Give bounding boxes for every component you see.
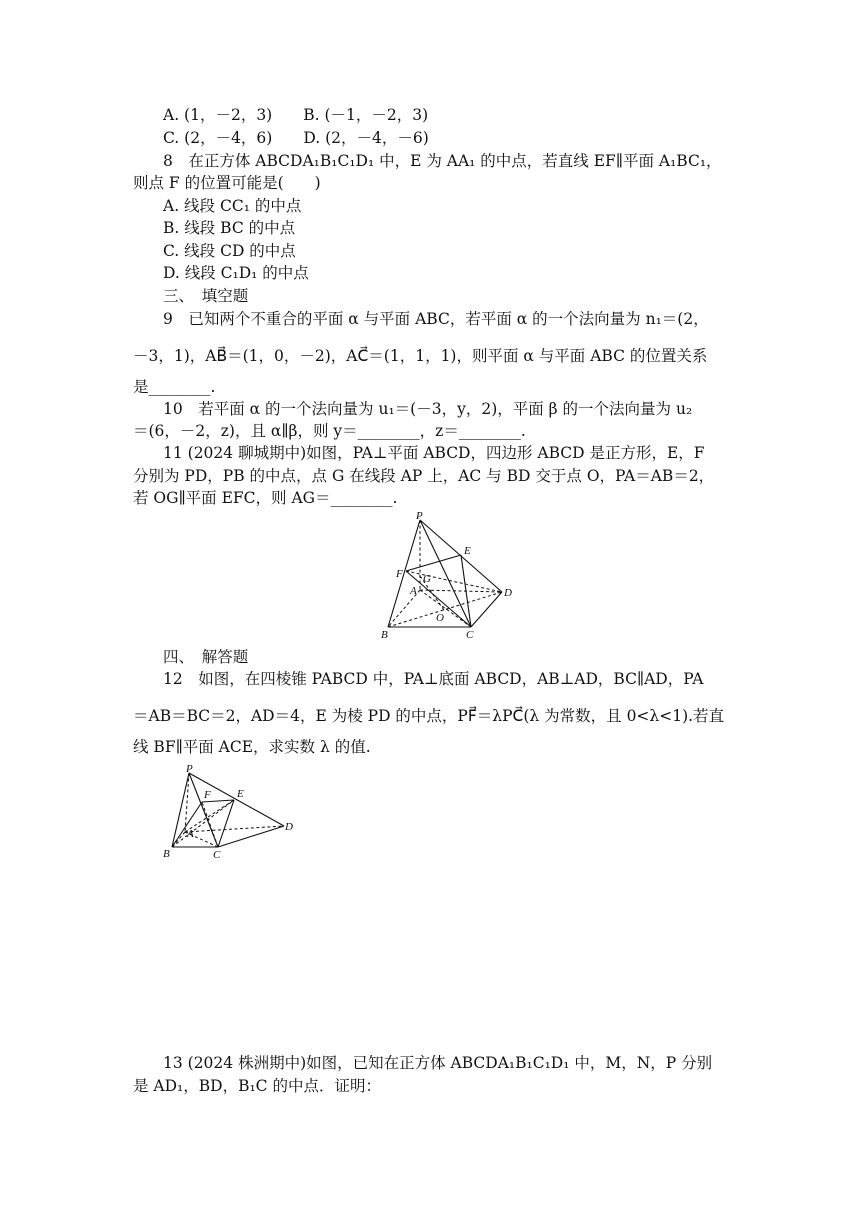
point-label-P: P bbox=[186, 763, 193, 775]
line: 9 已知两个不重合的平面 α 与平面 ABC，若平面 α 的一个法向量为 n₁＝(2， bbox=[163, 310, 709, 328]
line: 11 (2024 聊城期中)如图，PA⊥平面 ABCD，四边形 ABCD 是正方形，E，F bbox=[163, 444, 705, 462]
line: ＝AB＝BC＝2，AD＝4，E 为棱 PD 的中点，PF⃗＝λPC⃗(λ 为常数，且 0<λ<1).若直 bbox=[133, 707, 725, 725]
point-label-P: P bbox=[416, 510, 423, 522]
point-label-D: D bbox=[504, 587, 512, 599]
point-label-F: F bbox=[396, 568, 403, 580]
point-label-F: F bbox=[204, 789, 211, 801]
point-label-C: C bbox=[466, 629, 474, 641]
line: 是 AD₁，BD，B₁C 的中点．证明： bbox=[133, 1077, 381, 1095]
section-heading: 四、 解答题 bbox=[163, 648, 249, 666]
line: C. 线段 CD 的中点 bbox=[163, 242, 296, 260]
figure-pyramid-1 bbox=[378, 510, 518, 645]
point-label-B: B bbox=[163, 848, 170, 860]
line: A. (1，－2，3) B. (－1，－2，3) bbox=[163, 106, 429, 124]
point-label-A: A bbox=[410, 585, 417, 597]
line: 分别为 PD，PB 的中点，点 G 在线段 AP 上，AC 与 BD 交于点 O，PA＝AB＝2， bbox=[133, 467, 715, 485]
line: 则点 F 的位置可能是( ) bbox=[133, 174, 321, 192]
line: 13 (2024 株洲期中)如图，已知在正方体 ABCDA₁B₁C₁D₁ 中，M，N，P 分别 bbox=[163, 1054, 713, 1072]
point-label-D: D bbox=[285, 821, 293, 833]
line: －3，1)，AB⃗＝(1，0，－2)，AC⃗＝(1，1，1)，则平面 α 与平面 ABC 的位置关系 bbox=[133, 347, 708, 365]
line: 若 OG∥平面 EFC，则 AG＝________. bbox=[133, 489, 398, 507]
line: 线 BF∥平面 ACE，求实数 λ 的值. bbox=[133, 738, 371, 756]
point-label-B: B bbox=[381, 629, 388, 641]
point-label-C: C bbox=[213, 849, 221, 861]
point-label-G: G bbox=[423, 573, 431, 585]
point-label-A: A bbox=[187, 828, 194, 840]
line: ＝(6，－2，z)，且 α∥β，则 y＝________，z＝________. bbox=[133, 422, 526, 440]
point-label-E: E bbox=[464, 545, 471, 557]
line: B. 线段 BC 的中点 bbox=[163, 219, 296, 237]
line: 10 若平面 α 的一个法向量为 u₁＝(－3，y，2)，平面 β 的一个法向量为 u₂ bbox=[163, 400, 693, 418]
section-heading: 三、 填空题 bbox=[163, 287, 249, 305]
line: A. 线段 CC₁ 的中点 bbox=[163, 197, 302, 215]
point-label-E: E bbox=[237, 788, 244, 800]
line: C. (2，－4，6) D. (2，－4，－6) bbox=[163, 129, 429, 147]
line: 是________. bbox=[133, 378, 216, 396]
point-label-O: O bbox=[436, 612, 444, 624]
line: 12 如图，在四棱锥 PABCD 中，PA⊥底面 ABCD，AB⊥AD，BC∥AD，PA bbox=[163, 670, 704, 688]
line: D. 线段 C₁D₁ 的中点 bbox=[163, 264, 309, 282]
figure-pyramid-2 bbox=[160, 762, 305, 862]
line: 8 在正方体 ABCDA₁B₁C₁D₁ 中，E 为 AA₁ 的中点，若直线 EF∥平面 A₁BC₁， bbox=[163, 152, 722, 170]
